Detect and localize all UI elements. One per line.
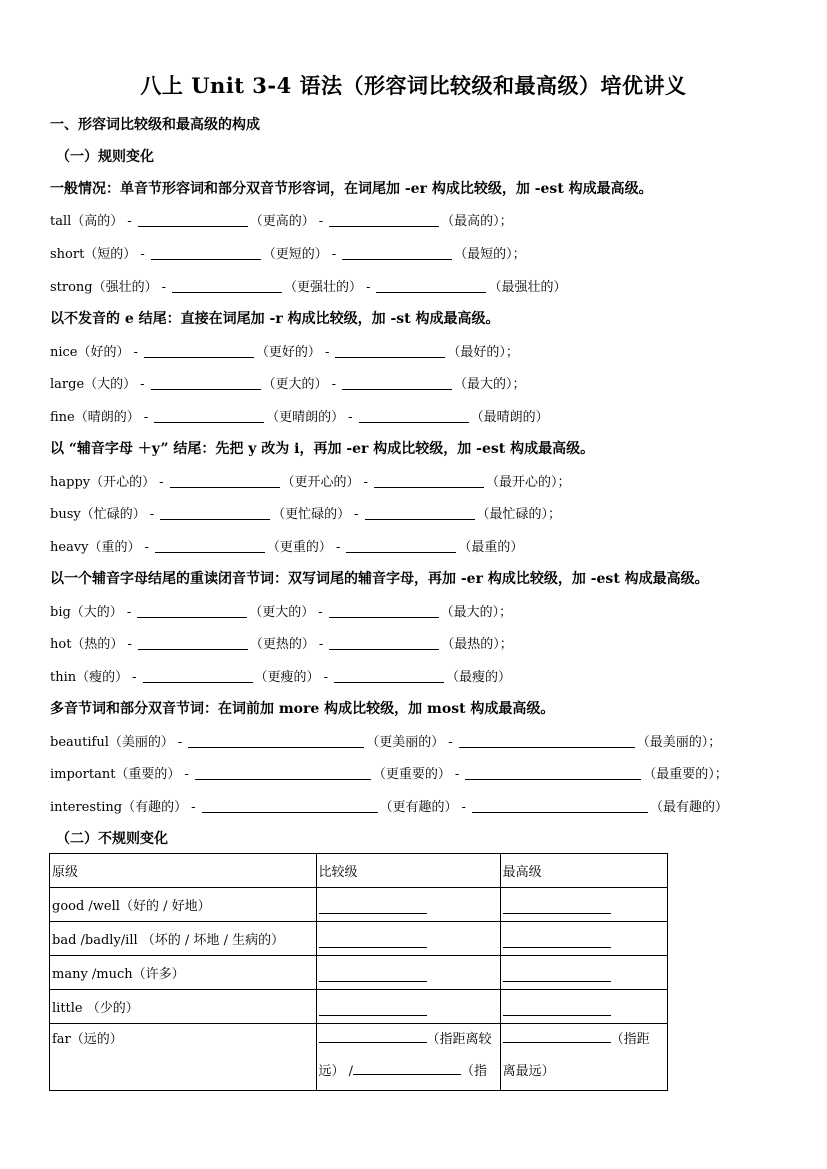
- answer-blank[interactable]: [151, 245, 261, 260]
- positive-cell: far（远的）: [50, 1024, 317, 1091]
- comparative-hint: （更瘦的）: [254, 670, 320, 685]
- answer-blank[interactable]: [503, 967, 611, 982]
- exercise-row: large（大的） - （更大的） - （最大的）；: [50, 373, 525, 392]
- exercise-row: interesting（有趣的） - （更有趣的） - （最有趣的）: [50, 796, 728, 815]
- page-title: 八上 Unit 3-4 语法（形容词比较级和最高级）培优讲义: [140, 73, 687, 98]
- table-row: [50, 990, 668, 1024]
- superlative-hint: （最开心的）；: [485, 475, 571, 490]
- exercise-row: nice（好的） - （更好的） - （最好的）；: [50, 341, 519, 360]
- comparative-hint: （更强壮的）: [284, 280, 363, 295]
- positive-cell: bad /badly/ill （坏的 / 坏地 / 生病的）: [50, 922, 317, 956]
- answer-blank[interactable]: [472, 798, 648, 813]
- exercise-row: busy（忙碌的） - （更忙碌的） - （最忙碌的）；: [50, 503, 561, 522]
- answer-blank[interactable]: [334, 668, 444, 683]
- exercise-row: happy（开心的） - （更开心的） - （最开心的）；: [50, 471, 570, 490]
- comparative-hint: （更开心的）: [281, 475, 360, 490]
- answer-blank[interactable]: [319, 1028, 427, 1043]
- rule-consonant-y: 以 “辅音字母 ＋y” 结尾：先把 y 改为 i，再加 -er 构成比较级，加 -est 构成最高级。: [50, 441, 595, 457]
- header-superlative: 最高级: [500, 854, 667, 888]
- answer-blank[interactable]: [353, 1060, 461, 1075]
- answer-blank[interactable]: [365, 505, 475, 520]
- table-row: [50, 888, 668, 922]
- base-word: short（短的）: [50, 247, 137, 262]
- superlative-hint: （最大的）；: [453, 377, 526, 392]
- base-word: happy（开心的）: [50, 475, 156, 490]
- comparative-hint: （更大的）: [262, 377, 328, 392]
- table-row: [50, 956, 668, 990]
- base-word: heavy（重的）: [50, 540, 141, 555]
- superlative-hint: （最忙碌的）；: [476, 507, 562, 522]
- positive-cell: good /well（好的 / 好地）: [50, 888, 317, 922]
- header-comparative: 比较级: [316, 854, 500, 888]
- table-header-row: [50, 854, 668, 888]
- comparative-hint: （更大的）: [249, 605, 315, 620]
- positive-cell: many /much（许多）: [50, 956, 317, 990]
- base-word: hot（热的）: [50, 637, 124, 652]
- answer-blank[interactable]: [459, 733, 635, 748]
- far-note: （指距: [610, 1032, 650, 1047]
- answer-blank[interactable]: [138, 635, 248, 650]
- answer-blank[interactable]: [342, 245, 452, 260]
- answer-blank[interactable]: [503, 1028, 611, 1043]
- base-word: large（大的）: [50, 377, 137, 392]
- answer-blank[interactable]: [359, 408, 469, 423]
- answer-blank[interactable]: [151, 375, 261, 390]
- comparative-hint: （更有趣的）: [379, 800, 458, 815]
- superlative-hint: （最高的）；: [441, 214, 513, 229]
- answer-blank[interactable]: [319, 933, 427, 948]
- answer-blank[interactable]: [319, 1001, 427, 1016]
- far-note: 远） /: [318, 1064, 354, 1079]
- exercise-row: thin（瘦的） - （更瘦的） - （最瘦的）: [50, 666, 511, 685]
- far-note: （指距离较: [426, 1032, 492, 1047]
- answer-blank[interactable]: [188, 733, 364, 748]
- answer-blank[interactable]: [503, 1001, 611, 1016]
- irregular-table: [49, 853, 668, 1091]
- base-word: interesting（有趣的）: [50, 800, 188, 815]
- section-heading-formation: 一、形容词比较级和最高级的构成: [50, 117, 260, 133]
- answer-blank[interactable]: [319, 899, 427, 914]
- exercise-row: important（重要的） - （更重要的） - （最重要的）；: [50, 763, 728, 782]
- rule-double-consonant: 以一个辅音字母结尾的重读闭音节词：双写词尾的辅音字母，再加 -er 构成比较级，加 -est 构成最高级。: [50, 571, 709, 587]
- superlative-hint: （最有趣的）: [649, 800, 728, 815]
- comparative-hint: （更重要的）: [372, 767, 451, 782]
- rule-more-most: 多音节词和部分双音节词：在词前加 more 构成比较级，加 most 构成最高级。: [50, 701, 555, 717]
- answer-blank[interactable]: [138, 212, 248, 227]
- answer-blank[interactable]: [195, 765, 371, 780]
- answer-blank[interactable]: [342, 375, 452, 390]
- exercise-row: short（短的） - （更短的） - （最短的）；: [50, 243, 526, 262]
- subsection-irregular: （二）不规则变化: [56, 831, 168, 847]
- exercise-row: big（大的） - （更大的） - （最大的）；: [50, 601, 512, 620]
- rule-general: 一般情况：单音节形容词和部分双音节形容词，在词尾加 -er 构成比较级，加 -est 构成最高级。: [50, 181, 653, 197]
- far-note: 离最远）: [502, 1064, 555, 1079]
- answer-blank[interactable]: [172, 278, 282, 293]
- answer-blank[interactable]: [346, 538, 456, 553]
- positive-cell: little （少的）: [50, 990, 317, 1024]
- superlative-hint: （最强壮的）: [488, 280, 567, 295]
- comparative-hint: （更短的）: [262, 247, 328, 262]
- answer-blank[interactable]: [160, 505, 270, 520]
- exercise-row: beautiful（美丽的） - （更美丽的） - （最美丽的）；: [50, 731, 721, 750]
- superlative-hint: （最好的）；: [447, 345, 519, 360]
- comparative-hint: （更重的）: [266, 540, 332, 555]
- answer-blank[interactable]: [319, 967, 427, 982]
- base-word: tall（高的）: [50, 214, 124, 229]
- far-note: （指: [461, 1064, 488, 1079]
- comparative-hint: （更高的）: [249, 214, 315, 229]
- superlative-hint: （最美丽的）；: [636, 735, 722, 750]
- base-word: strong（强壮的）: [50, 280, 158, 295]
- comparative-hint: （更忙碌的）: [272, 507, 351, 522]
- superlative-hint: （最重的）: [458, 540, 524, 555]
- answer-blank[interactable]: [376, 278, 486, 293]
- answer-blank[interactable]: [503, 899, 611, 914]
- exercise-row: fine（晴朗的） - （更晴朗的） - （最晴朗的）: [50, 406, 549, 425]
- base-word: beautiful（美丽的）: [50, 735, 174, 750]
- exercise-row: heavy（重的） - （更重的） - （最重的）: [50, 536, 523, 555]
- comparative-hint: （更美丽的）: [366, 735, 445, 750]
- base-word: thin（瘦的）: [50, 670, 129, 685]
- exercise-row: hot（热的） - （更热的） - （最热的）；: [50, 633, 513, 652]
- exercise-row: strong（强壮的） - （更强壮的） - （最强壮的）: [50, 276, 566, 295]
- exercise-row: tall（高的） - （更高的） - （最高的）；: [50, 210, 513, 229]
- answer-blank[interactable]: [202, 798, 378, 813]
- comparative-hint: （更好的）: [255, 345, 321, 360]
- base-word: fine（晴朗的）: [50, 410, 140, 425]
- answer-blank[interactable]: [335, 343, 445, 358]
- rule-silent-e: 以不发音的 e 结尾：直接在词尾加 -r 构成比较级，加 -st 构成最高级。: [50, 311, 500, 327]
- base-word: important（重要的）: [50, 767, 181, 782]
- superlative-hint: （最大的）；: [440, 605, 513, 620]
- table-row: [50, 1024, 668, 1091]
- superlative-hint: （最重要的）；: [643, 767, 728, 782]
- superlative-hint: （最瘦的）: [445, 670, 511, 685]
- answer-blank[interactable]: [374, 473, 484, 488]
- answer-blank[interactable]: [155, 538, 265, 553]
- comparative-hint: （更热的）: [249, 637, 315, 652]
- header-positive: 原级: [50, 854, 317, 888]
- base-word: nice（好的）: [50, 345, 130, 360]
- answer-blank[interactable]: [329, 635, 439, 650]
- subsection-regular: （一）规则变化: [56, 149, 154, 165]
- table-row: [50, 922, 668, 956]
- far-comparative-cell: [316, 1024, 500, 1091]
- answer-blank[interactable]: [137, 603, 247, 618]
- answer-blank[interactable]: [144, 343, 254, 358]
- answer-blank[interactable]: [329, 603, 439, 618]
- superlative-hint: （最热的）；: [441, 637, 513, 652]
- answer-blank[interactable]: [143, 668, 253, 683]
- comparative-hint: （更晴朗的）: [266, 410, 345, 425]
- superlative-hint: （最短的）；: [454, 247, 526, 262]
- base-word: busy（忙碌的）: [50, 507, 146, 522]
- far-superlative-cell: [500, 1024, 667, 1091]
- base-word: big（大的）: [50, 605, 123, 620]
- answer-blank[interactable]: [329, 212, 439, 227]
- answer-blank[interactable]: [465, 765, 641, 780]
- superlative-hint: （最晴朗的）: [470, 410, 549, 425]
- answer-blank[interactable]: [503, 933, 611, 948]
- answer-blank[interactable]: [154, 408, 264, 423]
- answer-blank[interactable]: [170, 473, 280, 488]
